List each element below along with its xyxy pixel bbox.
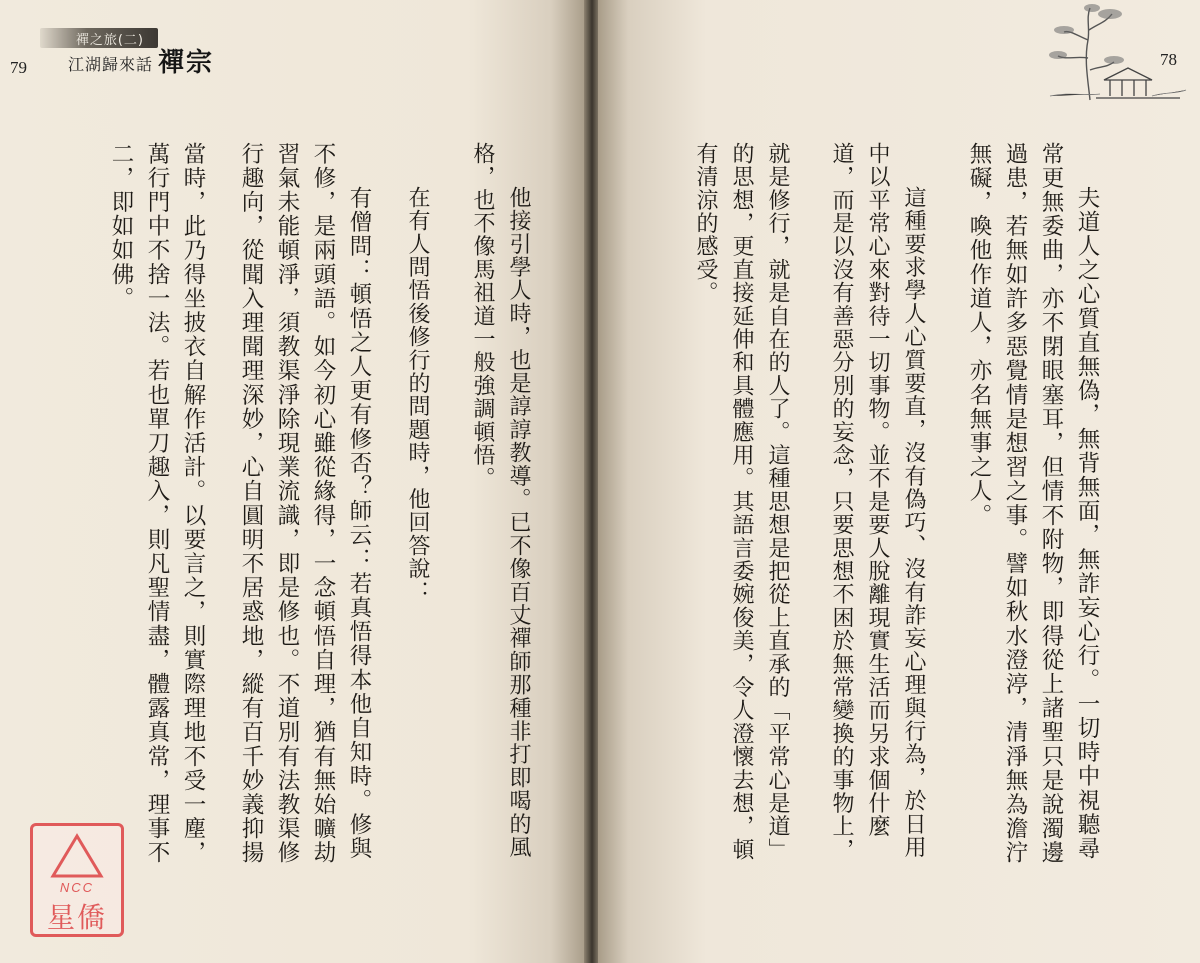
mountain-logo-icon xyxy=(47,832,107,880)
text-column: 當時，此乃得坐披衣自解作活計。以要言之，則實際理地不受一塵， xyxy=(180,142,206,865)
text-column: 過患，若無如許多惡覺情是想習之事。譬如秋水澄渟，清淨無為澹泞 xyxy=(1002,142,1028,865)
text-column: 常更無委曲，亦不閉眼塞耳，但情不附物，即得從上諸聖只是說濁邊 xyxy=(1038,142,1064,865)
watermark-stamp xyxy=(30,823,124,937)
text-column: 就是修行，就是自在的人了。這種思想是把從上直承的「平常心是道」 xyxy=(765,142,790,862)
text-column: 夫道人之心質直無偽，無背無面，無詐妄心行。一切時中視聽尋 xyxy=(1074,186,1100,861)
right-page xyxy=(598,0,1200,963)
page-number-right: 78 xyxy=(1160,50,1177,69)
text-column: 二，即如如佛。 xyxy=(108,142,134,311)
header-series-tab xyxy=(40,28,158,48)
text-column: 無礙，喚他作道人，亦名無事之人。 xyxy=(966,142,992,528)
text-column: 行趣向，從聞入理聞理深妙，心自圓明不居惑地，縱有百千妙義抑揚 xyxy=(238,142,264,865)
text-column: 他接引學人時，也是諄諄教導。已不像百丈禪師那種非打即喝的風 xyxy=(506,186,531,859)
left-page xyxy=(0,0,586,963)
header-series-label: 禪之旅(二) xyxy=(75,33,144,48)
text-column: 萬行門中不捨一法。若也單刀趣入，則凡聖情盡，體露真常，理事不 xyxy=(144,142,170,865)
text-column: 習氣未能頓淨，須教渠淨除現業流識，即是修也。不道別有法教渠修 xyxy=(274,142,300,865)
watermark-abbr: NCC xyxy=(59,880,95,895)
text-column: 格，也不像馬祖道一般強調頓悟。 xyxy=(470,142,495,490)
tree-pavilion-illustration-icon xyxy=(1040,0,1190,110)
text-column: 中以平常心來對待一切事物。並不是要人脫離現實生活而另求個什麼 xyxy=(865,142,890,838)
text-column: 在有人問悟後修行的問題時，他回答說： xyxy=(405,186,430,604)
header-subtitle: 江湖歸來話 xyxy=(68,55,154,74)
text-column: 的思想，更直接延伸和具體應用。其語言委婉俊美，令人澄懷去想，頓 xyxy=(729,142,754,862)
watermark-name: 星僑 xyxy=(46,901,107,934)
header-title: 禪宗 xyxy=(158,48,215,78)
text-column: 不修，是兩頭語。如今初心雖從緣得，一念頓悟自理，猶有無始曠劫 xyxy=(310,142,336,865)
text-column: 道，而是以沒有善惡分別的妄念，只要思想不困於無常變換的事物上， xyxy=(829,142,854,862)
text-column: 這種要求學人心質要直，沒有偽巧、沒有詐妄心理與行為，於日用 xyxy=(901,186,926,859)
text-column: 有僧問：頓悟之人更有修否？師云：若真悟得本他自知時。修與 xyxy=(346,186,372,861)
text-column: 有清涼的感受。 xyxy=(693,142,718,305)
page-number-left: 79 xyxy=(10,58,27,77)
